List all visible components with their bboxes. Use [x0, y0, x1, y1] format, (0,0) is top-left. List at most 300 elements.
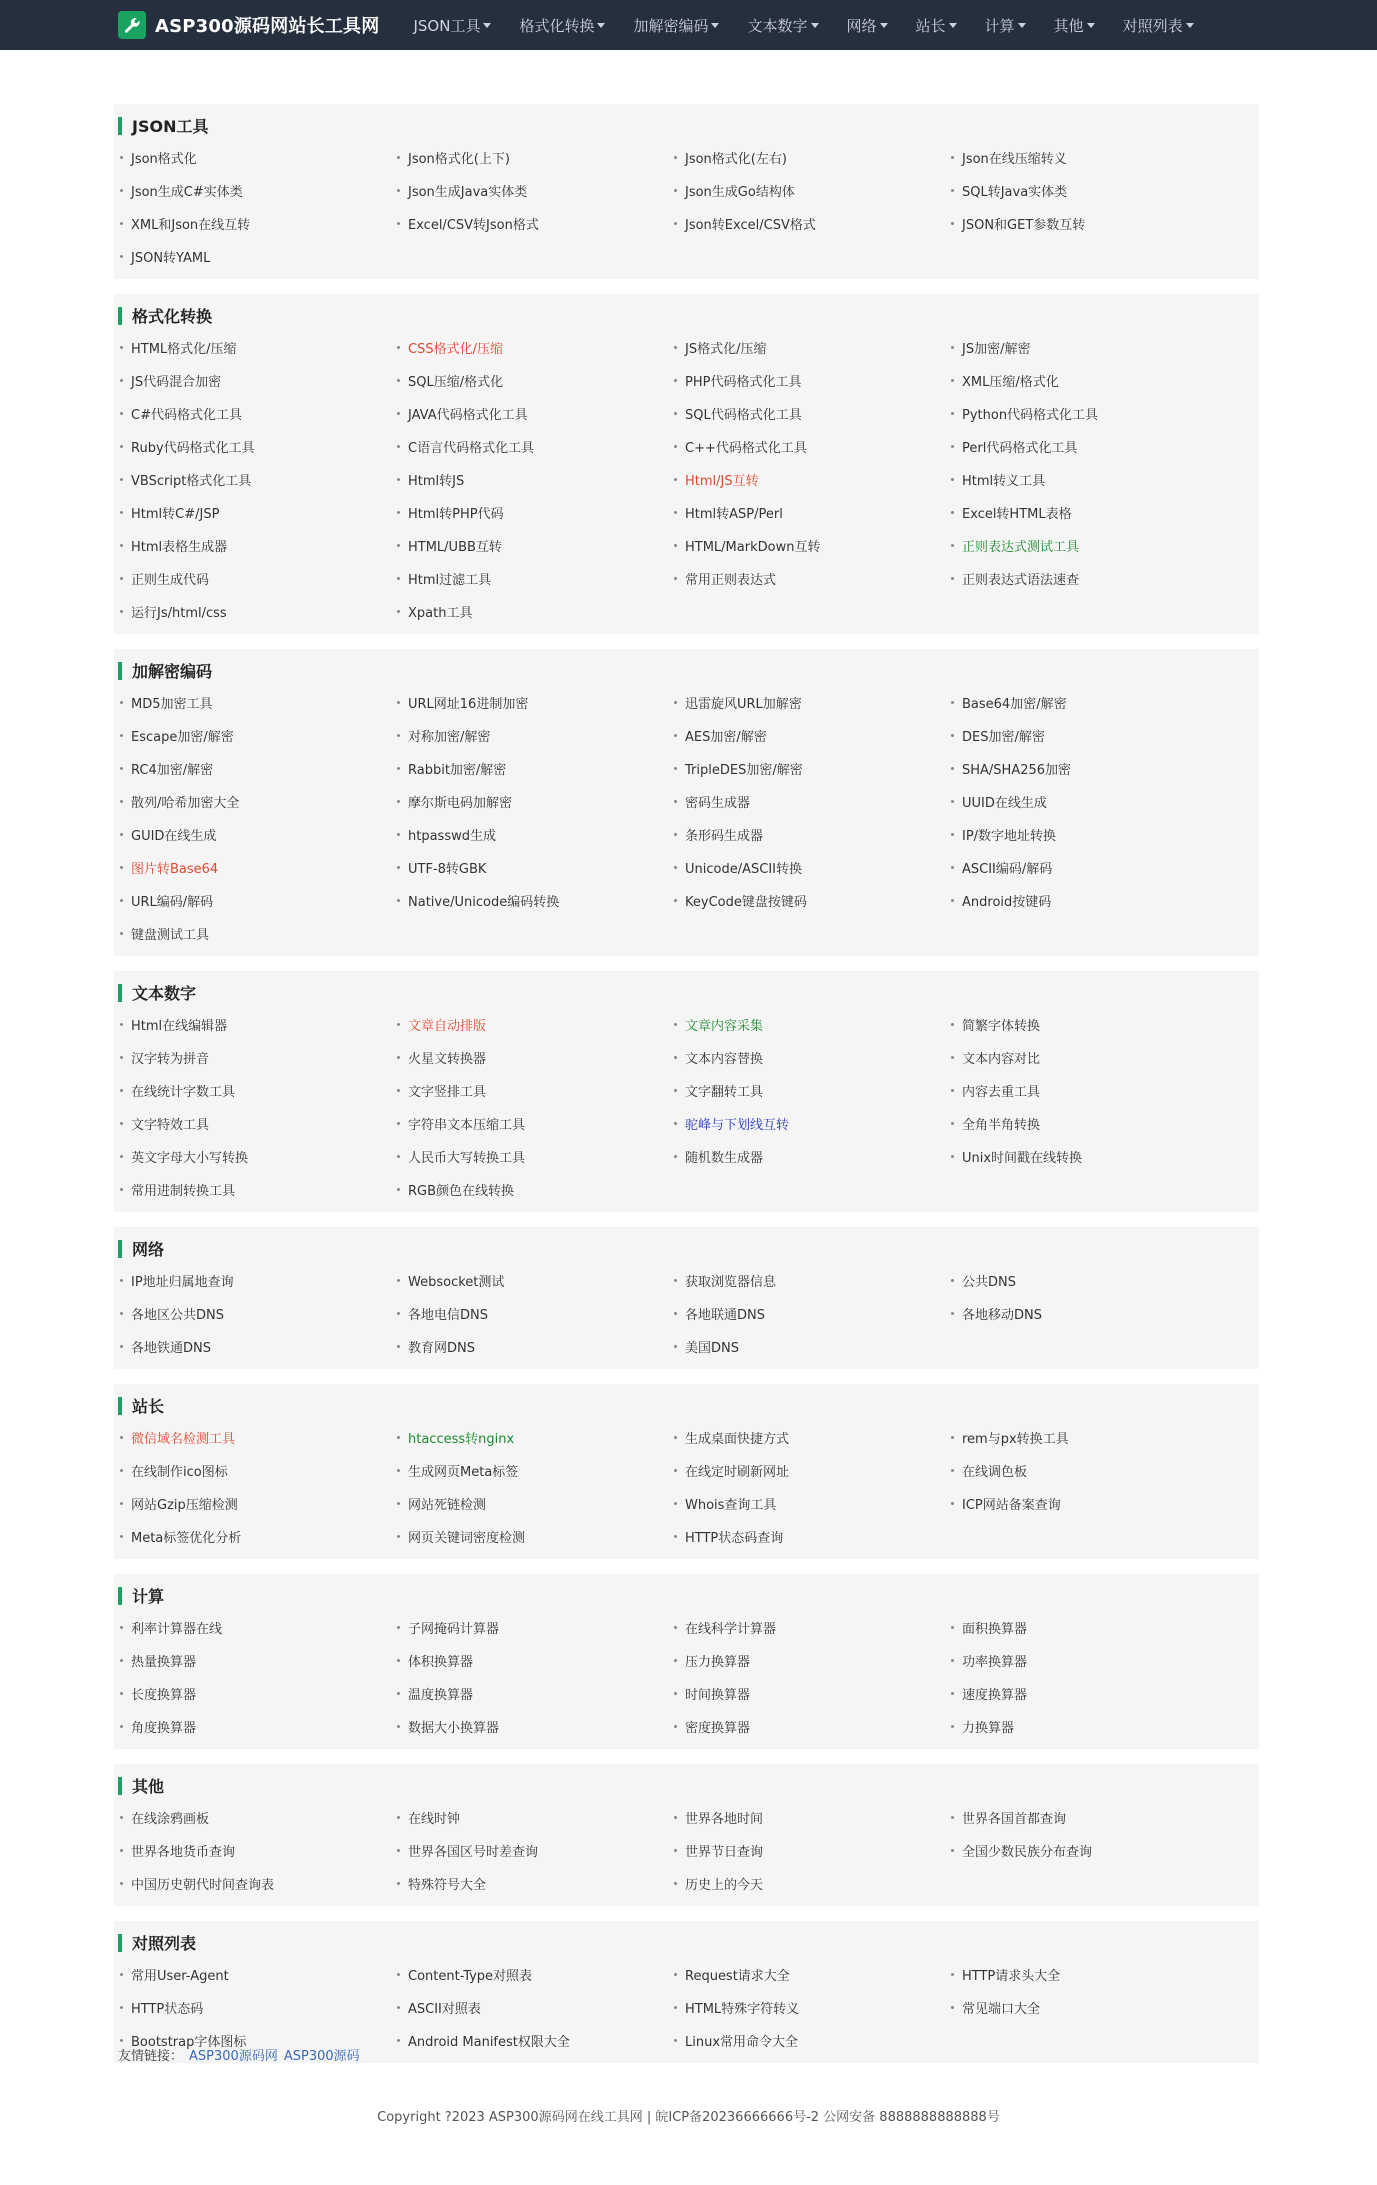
tool-link[interactable]: 正则表达式测试工具: [962, 540, 1080, 555]
tool-link[interactable]: XML压缩/格式化: [962, 375, 1059, 390]
nav-item-label: 对照列表: [1122, 16, 1183, 35]
tool-link[interactable]: 各地区公共DNS: [131, 1308, 224, 1323]
nav-item-1[interactable]: [519, 15, 605, 36]
tool-link[interactable]: 正则表达式语法速查: [962, 573, 1080, 588]
bullet-icon: [120, 1155, 123, 1158]
tool-item: [397, 884, 674, 917]
tool-item: [674, 1958, 951, 1991]
tool-link[interactable]: 特殊符号大全: [408, 1878, 487, 1893]
tool-link[interactable]: 常用User-Agent: [131, 1969, 229, 1984]
tool-link[interactable]: 世界各地货币查询: [131, 1845, 236, 1860]
tool-item: [674, 1677, 951, 1710]
tool-link[interactable]: Excel/CSV转Json格式: [408, 218, 539, 233]
tool-link[interactable]: 功率换算器: [962, 1655, 1028, 1670]
tool-link[interactable]: C语言代码格式化工具: [408, 441, 535, 456]
tool-link[interactable]: ICP网站备案查询: [962, 1498, 1061, 1513]
tool-item: [674, 1421, 951, 1454]
tool-item: [674, 1074, 951, 1107]
tool-link[interactable]: 热量换算器: [131, 1655, 197, 1670]
tool-item: [397, 1173, 674, 1206]
tool-item: [120, 1834, 397, 1867]
tool-link[interactable]: JS代码混合加密: [131, 375, 222, 390]
tool-item: [397, 719, 674, 752]
tool-item: [120, 240, 397, 273]
tool-link[interactable]: DES加密/解密: [962, 730, 1045, 745]
bullet-icon: [120, 1725, 123, 1728]
bullet-icon: [674, 2039, 677, 2042]
tool-link[interactable]: 在线科学计算器: [685, 1622, 777, 1637]
tool-link[interactable]: IP地址归属地查询: [131, 1275, 234, 1290]
tool-link[interactable]: 迅雷旋风URL加解密: [685, 697, 802, 712]
tool-link[interactable]: 美国DNS: [685, 1341, 739, 1356]
tool-item: [951, 1264, 1228, 1297]
tool-link[interactable]: Json生成Go结构体: [685, 185, 795, 200]
bullet-icon: [120, 610, 123, 613]
tool-grid: [114, 1421, 1259, 1553]
tool-item: [951, 686, 1228, 719]
tool-link[interactable]: 数据大小换算器: [408, 1721, 500, 1736]
bullet-icon: [397, 445, 400, 448]
section-0: [114, 104, 1259, 279]
tool-link[interactable]: 教育网DNS: [408, 1341, 475, 1356]
tool-link[interactable]: 常见端口大全: [962, 2002, 1041, 2017]
tool-link[interactable]: 网站死链检测: [408, 1498, 487, 1513]
tool-link[interactable]: Native/Unicode编码转换: [408, 895, 560, 910]
tool-link[interactable]: 图片转Base64: [131, 862, 219, 877]
tool-link[interactable]: 历史上的今天: [685, 1878, 764, 1893]
bullet-icon: [120, 412, 123, 415]
tool-item: [951, 1297, 1228, 1330]
tool-item: [674, 397, 951, 430]
tool-link[interactable]: Request请求大全: [685, 1969, 790, 1984]
tool-link[interactable]: RC4加密/解密: [131, 763, 214, 778]
bullet-icon: [951, 1089, 954, 1092]
tool-link[interactable]: CSS格式化/压缩: [408, 342, 503, 357]
tool-link[interactable]: 温度换算器: [408, 1688, 474, 1703]
tool-link[interactable]: 生成网页Meta标签: [408, 1465, 519, 1480]
bullet-icon: [397, 610, 400, 613]
tool-link[interactable]: 键盘测试工具: [131, 928, 210, 943]
tool-item: [951, 207, 1228, 240]
bullet-icon: [674, 1626, 677, 1629]
tool-link[interactable]: 长度换算器: [131, 1688, 197, 1703]
bullet-icon: [951, 1122, 954, 1125]
bullet-icon: [397, 767, 400, 770]
tool-link[interactable]: 英文字母大小写转换: [131, 1151, 249, 1166]
tool-item: [397, 141, 674, 174]
nav-item-0[interactable]: [413, 15, 491, 36]
bullet-icon: [397, 1816, 400, 1819]
tool-link[interactable]: 子网掩码计算器: [408, 1622, 500, 1637]
tool-item: [951, 1991, 1228, 2024]
tool-link[interactable]: 文字翻转工具: [685, 1085, 764, 1100]
section-title: 格式化转换: [132, 307, 213, 326]
tool-link[interactable]: 条形码生成器: [685, 829, 764, 844]
tool-link[interactable]: htpasswd生成: [408, 829, 496, 844]
tool-link[interactable]: 力换算器: [962, 1721, 1015, 1736]
tool-link[interactable]: IP/数字地址转换: [962, 829, 1057, 844]
tool-link[interactable]: 火星文转换器: [408, 1052, 487, 1067]
tool-link[interactable]: 在线统计字数工具: [131, 1085, 236, 1100]
section-header: [114, 649, 1259, 686]
tool-link[interactable]: 内容去重工具: [962, 1085, 1041, 1100]
tool-item: [120, 1487, 397, 1520]
tool-link[interactable]: 在线定时刷新网址: [685, 1465, 790, 1480]
bullet-icon: [951, 189, 954, 192]
tool-item: [397, 818, 674, 851]
tool-link[interactable]: 各地铁通DNS: [131, 1341, 211, 1356]
section-header: [114, 1921, 1259, 1958]
tool-link[interactable]: htaccess转nginx: [408, 1432, 515, 1447]
section-header: [114, 1574, 1259, 1611]
tool-link[interactable]: 在线制作ico图标: [131, 1465, 228, 1480]
tool-item: [120, 851, 397, 884]
tool-link[interactable]: Bootstrap字体图标: [131, 2035, 247, 2050]
tool-item: [120, 1520, 397, 1553]
tool-link[interactable]: Unicode/ASCII转换: [685, 862, 802, 877]
tool-link[interactable]: HTML格式化/压缩: [131, 342, 237, 357]
tool-link[interactable]: 常用进制转换工具: [131, 1184, 236, 1199]
bullet-icon: [397, 701, 400, 704]
tool-link[interactable]: JSON转YAML: [131, 251, 211, 266]
section-5: [114, 1384, 1259, 1559]
tool-item: [951, 463, 1228, 496]
nav-item-7[interactable]: [1054, 15, 1095, 36]
tool-link[interactable]: 压力换算器: [685, 1655, 751, 1670]
tool-item: [397, 364, 674, 397]
tool-item: [674, 1140, 951, 1173]
tool-item: [120, 1710, 397, 1743]
tool-item: [951, 430, 1228, 463]
bullet-icon: [674, 1882, 677, 1885]
tool-link[interactable]: 生成桌面快捷方式: [685, 1432, 790, 1447]
bullet-icon: [674, 2006, 677, 2009]
bullet-icon: [120, 701, 123, 704]
bullet-icon: [951, 511, 954, 514]
tool-link[interactable]: HTML特殊字符转义: [685, 2002, 800, 2017]
tool-item: [120, 364, 397, 397]
tool-sections: [114, 104, 1259, 2078]
tool-link[interactable]: Android Manifest权限大全: [408, 2035, 570, 2050]
tool-link[interactable]: HTML/MarkDown互转: [685, 540, 821, 555]
bullet-icon: [674, 412, 677, 415]
section-header: [114, 971, 1259, 1008]
nav-item-label: 计算: [984, 16, 1015, 35]
tool-link[interactable]: rem与px转换工具: [962, 1432, 1069, 1447]
bullet-icon: [674, 1122, 677, 1125]
tool-link[interactable]: AES加密/解密: [685, 730, 767, 745]
tool-item: [674, 496, 951, 529]
tool-link[interactable]: Xpath工具: [408, 606, 473, 621]
tool-link[interactable]: RGB颜色在线转换: [408, 1184, 515, 1199]
tool-item: [120, 1008, 397, 1041]
bullet-icon: [397, 156, 400, 159]
tool-link[interactable]: 各地联通DNS: [685, 1308, 765, 1323]
friend-link-1[interactable]: ASP300源码网: [189, 2049, 278, 2064]
tool-link[interactable]: SQL代码格式化工具: [685, 408, 802, 423]
bullet-icon: [674, 1725, 677, 1728]
bullet-icon: [120, 511, 123, 514]
tool-link[interactable]: HTTP状态码: [131, 2002, 204, 2017]
caret-down-icon: [711, 23, 719, 28]
bullet-icon: [120, 833, 123, 836]
tool-link[interactable]: 运行Js/html/css: [131, 606, 227, 621]
tool-link[interactable]: 网站Gzip压缩检测: [131, 1498, 238, 1513]
nav-item-3[interactable]: [747, 15, 818, 36]
friend-link-2[interactable]: ASP300源码: [283, 2049, 360, 2064]
tool-link[interactable]: Html转JS: [408, 474, 465, 489]
tool-link[interactable]: 密码生成器: [685, 796, 751, 811]
bullet-icon: [120, 1436, 123, 1439]
tool-link[interactable]: Json转Excel/CSV格式: [685, 218, 816, 233]
tool-item: [951, 785, 1228, 818]
tool-item: [120, 1107, 397, 1140]
tool-link[interactable]: MD5加密工具: [131, 697, 213, 712]
bullet-icon: [120, 222, 123, 225]
tool-link[interactable]: Android按键码: [962, 895, 1052, 910]
bullet-icon: [120, 800, 123, 803]
tool-grid: [114, 1958, 1259, 2057]
tool-link[interactable]: Json格式化(左右): [685, 152, 787, 167]
tool-item: [951, 818, 1228, 851]
tool-link[interactable]: 文章内容采集: [685, 1019, 764, 1034]
section-title: 对照列表: [132, 1934, 197, 1953]
tool-link[interactable]: 字符串文本压缩工具: [408, 1118, 526, 1133]
section-title: 加解密编码: [132, 662, 213, 681]
tool-item: [120, 141, 397, 174]
tool-link[interactable]: 世界节日查询: [685, 1845, 764, 1860]
tool-item: [951, 752, 1228, 785]
section-3: [114, 971, 1259, 1212]
tool-link[interactable]: JS格式化/压缩: [685, 342, 767, 357]
bullet-icon: [397, 412, 400, 415]
tool-item: [120, 397, 397, 430]
tool-link[interactable]: Ruby代码格式化工具: [131, 441, 255, 456]
tool-link[interactable]: 在线调色板: [962, 1465, 1028, 1480]
tool-link[interactable]: ASCII编码/解码: [962, 862, 1053, 877]
tool-link[interactable]: 汉字转为拼音: [131, 1052, 210, 1067]
tool-link[interactable]: PHP代码格式化工具: [685, 375, 802, 390]
nav-item-label: 网络: [846, 16, 877, 35]
tool-link[interactable]: C#代码格式化工具: [131, 408, 242, 423]
tool-link[interactable]: Json生成C#实体类: [131, 185, 243, 200]
caret-down-icon: [949, 23, 957, 28]
tool-link[interactable]: URL网址16进制加密: [408, 697, 529, 712]
tool-link[interactable]: 文本内容替换: [685, 1052, 764, 1067]
section-header: [114, 104, 1259, 141]
bullet-icon: [951, 1312, 954, 1315]
bullet-icon: [951, 346, 954, 349]
tool-link[interactable]: 时间换算器: [685, 1688, 751, 1703]
tool-link[interactable]: Python代码格式化工具: [962, 408, 1099, 423]
tool-link[interactable]: 驼峰与下划线互转: [685, 1118, 790, 1133]
tool-link[interactable]: 获取浏览器信息: [685, 1275, 777, 1290]
tool-link[interactable]: Html转PHP代码: [408, 507, 504, 522]
nav-item-label: 加解密编码: [633, 16, 709, 35]
tool-link[interactable]: Escape加密/解密: [131, 730, 234, 745]
tool-link[interactable]: UUID在线生成: [962, 796, 1047, 811]
tool-link[interactable]: Whois查询工具: [685, 1498, 777, 1513]
tool-grid: [114, 1264, 1259, 1363]
wrench-icon: [118, 11, 146, 39]
tool-link[interactable]: 人民币大写转换工具: [408, 1151, 526, 1166]
tool-link[interactable]: 简繁字体转换: [962, 1019, 1041, 1034]
tool-link[interactable]: SHA/SHA256加密: [962, 763, 1072, 778]
tool-link[interactable]: 文字竖排工具: [408, 1085, 487, 1100]
tool-link[interactable]: JSON和GET参数互转: [962, 218, 1086, 233]
bullet-icon: [951, 577, 954, 580]
tool-link[interactable]: TripleDES加密/解密: [685, 763, 803, 778]
tool-grid: [114, 686, 1259, 950]
nav-item-5[interactable]: [916, 15, 957, 36]
nav-item-4[interactable]: [847, 15, 888, 36]
tool-link[interactable]: Html/JS互转: [685, 474, 759, 489]
nav-item-6[interactable]: [985, 15, 1026, 36]
bullet-icon: [397, 1692, 400, 1695]
tool-link[interactable]: Json格式化: [131, 152, 197, 167]
tool-link[interactable]: 在线时钟: [408, 1812, 461, 1827]
tool-link[interactable]: Html转义工具: [962, 474, 1046, 489]
tool-link[interactable]: Html转ASP/Perl: [685, 507, 783, 522]
tool-link[interactable]: Linux常用命令大全: [685, 2035, 799, 2050]
bullet-icon: [951, 800, 954, 803]
tool-link[interactable]: Excel转HTML表格: [962, 507, 1072, 522]
tool-link[interactable]: Rabbit加密/解密: [408, 763, 507, 778]
tool-link[interactable]: 角度换算器: [131, 1721, 197, 1736]
tool-item: [397, 1421, 674, 1454]
tool-item: [120, 174, 397, 207]
tool-link[interactable]: SQL压缩/格式化: [408, 375, 504, 390]
brand[interactable]: [118, 11, 379, 39]
bullet-icon: [120, 544, 123, 547]
bullet-icon: [951, 1973, 954, 1976]
nav-item-2[interactable]: [633, 15, 719, 36]
tool-link[interactable]: 微信域名检测工具: [131, 1432, 236, 1447]
tool-item: [120, 1074, 397, 1107]
tool-link[interactable]: 常用正则表达式: [685, 573, 777, 588]
tool-link[interactable]: JAVA代码格式化工具: [408, 408, 528, 423]
bullet-icon: [951, 866, 954, 869]
tool-link[interactable]: UTF-8转GBK: [408, 862, 487, 877]
tool-link[interactable]: XML和Json在线互转: [131, 218, 251, 233]
tool-link[interactable]: 各地移动DNS: [962, 1308, 1042, 1323]
tool-link[interactable]: 利率计算器在线: [131, 1622, 223, 1637]
tool-link[interactable]: HTTP请求头大全: [962, 1969, 1061, 1984]
tool-item: [397, 851, 674, 884]
tool-link[interactable]: URL编码/解码: [131, 895, 214, 910]
tool-link[interactable]: 中国历史朝代时间查询表: [131, 1878, 275, 1893]
tool-link[interactable]: 文字特效工具: [131, 1118, 210, 1133]
tool-link[interactable]: 网页关键词密度检测: [408, 1531, 526, 1546]
tool-link[interactable]: VBScript格式化工具: [131, 474, 252, 489]
bullet-icon: [120, 767, 123, 770]
tool-link[interactable]: Html过滤工具: [408, 573, 492, 588]
tool-link[interactable]: 面积换算器: [962, 1622, 1028, 1637]
section-accent-bar: [118, 1397, 122, 1415]
tool-item: [120, 1264, 397, 1297]
tool-link[interactable]: KeyCode键盘按键码: [685, 895, 807, 910]
tool-link[interactable]: Content-Type对照表: [408, 1969, 533, 1984]
tool-link[interactable]: Websocket测试: [408, 1275, 505, 1290]
tool-link[interactable]: 随机数生成器: [685, 1151, 764, 1166]
tool-link[interactable]: 散列/哈希加密大全: [131, 796, 240, 811]
section-1: [114, 294, 1259, 634]
bullet-icon: [951, 1023, 954, 1026]
tool-link[interactable]: HTML/UBB互转: [408, 540, 502, 555]
tool-link[interactable]: Html表格生成器: [131, 540, 228, 555]
tool-grid: [114, 141, 1259, 273]
tool-link[interactable]: Perl代码格式化工具: [962, 441, 1078, 456]
tool-link[interactable]: 公共DNS: [962, 1275, 1016, 1290]
nav-item-8[interactable]: [1123, 15, 1194, 36]
tool-link[interactable]: 文本内容对比: [962, 1052, 1041, 1067]
tool-link[interactable]: Json格式化(上下): [408, 152, 510, 167]
tool-item: [397, 1834, 674, 1867]
tool-link[interactable]: Meta标签优化分析: [131, 1531, 242, 1546]
bullet-icon: [951, 833, 954, 836]
tool-link[interactable]: 世界各国区号时差查询: [408, 1845, 539, 1860]
bullet-icon: [397, 1089, 400, 1092]
tool-item: [397, 785, 674, 818]
tool-item: [951, 496, 1228, 529]
tool-link[interactable]: 正则生成代码: [131, 573, 210, 588]
tool-item: [674, 1330, 951, 1363]
bullet-icon: [951, 379, 954, 382]
tool-link[interactable]: ASCII对照表: [408, 2002, 481, 2017]
tool-link[interactable]: Base64加密/解密: [962, 697, 1067, 712]
tool-item: [397, 1801, 674, 1834]
tool-link[interactable]: GUID在线生成: [131, 829, 217, 844]
tool-link[interactable]: HTTP状态码查询: [685, 1531, 784, 1546]
tool-link[interactable]: Unix时间戳在线转换: [962, 1151, 1083, 1166]
tool-link[interactable]: Html转C#/JSP: [131, 507, 220, 522]
tool-item: [951, 1487, 1228, 1520]
section-title: 文本数字: [132, 984, 197, 1003]
tool-link[interactable]: C++代码格式化工具: [685, 441, 807, 456]
section-header: [114, 1227, 1259, 1264]
tool-link[interactable]: Html在线编辑器: [131, 1019, 228, 1034]
tool-link[interactable]: 全角半角转换: [962, 1118, 1041, 1133]
tool-link[interactable]: 文章自动排版: [408, 1019, 487, 1034]
bullet-icon: [674, 1155, 677, 1158]
tool-link[interactable]: 对称加密/解密: [408, 730, 491, 745]
tool-link[interactable]: JS加密/解密: [962, 342, 1031, 357]
tool-link[interactable]: Json生成Java实体类: [408, 185, 528, 200]
tool-item: [397, 463, 674, 496]
tool-item: [120, 1867, 397, 1900]
tool-item: [397, 174, 674, 207]
tool-link[interactable]: 全国少数民族分布查询: [962, 1845, 1093, 1860]
section-accent-bar: [118, 984, 122, 1002]
tool-link[interactable]: 速度换算器: [962, 1688, 1028, 1703]
tool-link[interactable]: 摩尔斯电码加解密: [408, 796, 513, 811]
tool-link[interactable]: 世界各国首都查询: [962, 1812, 1067, 1827]
tool-link[interactable]: Json在线压缩转义: [962, 152, 1067, 167]
tool-link[interactable]: 在线涂鸦画板: [131, 1812, 210, 1827]
tool-link[interactable]: 体积换算器: [408, 1655, 474, 1670]
tool-item: [674, 1454, 951, 1487]
tool-link[interactable]: SQL转Java实体类: [962, 185, 1068, 200]
tool-link[interactable]: 各地电信DNS: [408, 1308, 488, 1323]
tool-link[interactable]: 世界各地时间: [685, 1812, 764, 1827]
bullet-icon: [120, 379, 123, 382]
bullet-icon: [120, 932, 123, 935]
tool-link[interactable]: 密度换算器: [685, 1721, 751, 1736]
tool-item: [120, 1958, 397, 1991]
bullet-icon: [120, 1692, 123, 1695]
tool-item: [120, 207, 397, 240]
bullet-icon: [951, 1056, 954, 1059]
